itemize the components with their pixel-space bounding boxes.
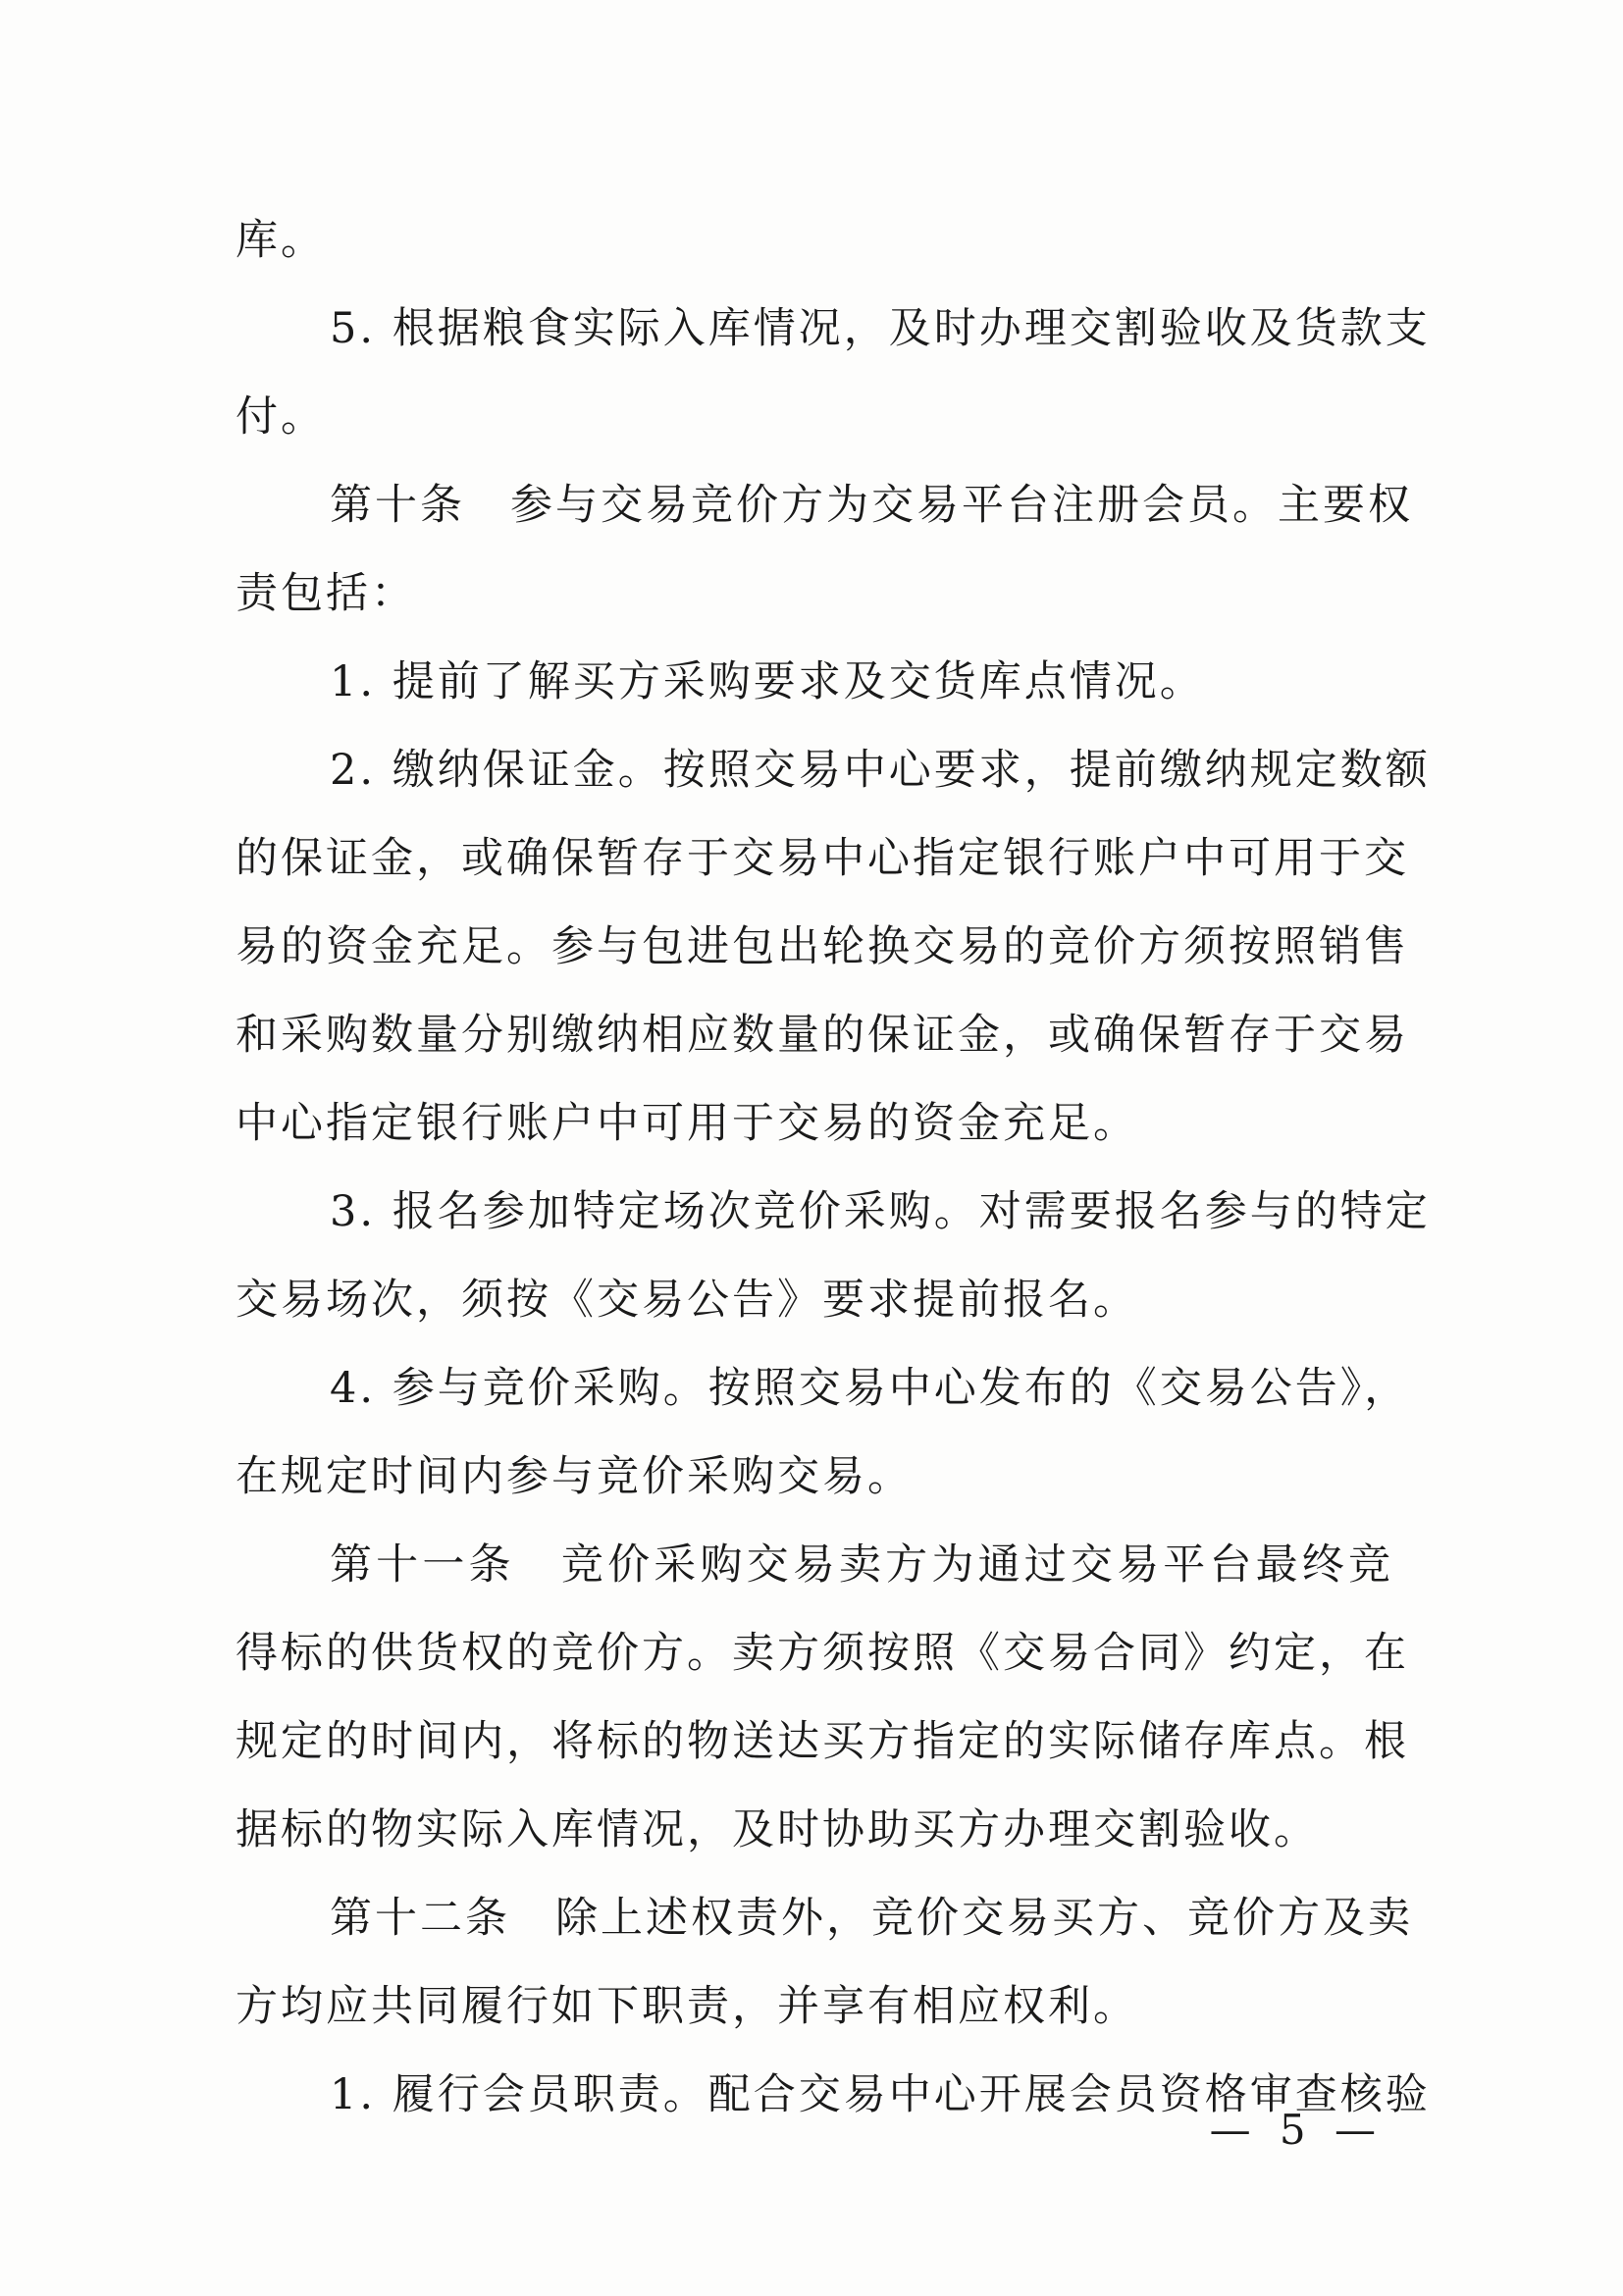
text-line: 易的资金充足。参与包进包出轮换交易的竞价方须按照销售 [236, 922, 1409, 971]
text-line: 3. 报名参加特定场次竞价采购。对需要报名参与的特定 [330, 1187, 1431, 1236]
text-line: 和采购数量分别缴纳相应数量的保证金，或确保暂存于交易 [236, 1011, 1409, 1060]
text-line: 方均应共同履行如下职责，并享有相应权利。 [236, 1982, 1138, 2031]
text-line: 1. 履行会员职责。配合交易中心开展会员资格审查核验 [330, 2070, 1431, 2119]
text-line: 1. 提前了解买方采购要求及交货库点情况。 [330, 657, 1205, 706]
body-text [236, 196, 1431, 2139]
text-line: 的保证金，或确保暂存于交易中心指定银行账户中可用于交 [236, 834, 1409, 883]
text-line: 付。 [236, 392, 326, 442]
text-line: 在规定时间内参与竞价采购交易。 [236, 1452, 913, 1501]
text-line: 得标的供货权的竞价方。卖方须按照《交易合同》约定，在 [236, 1629, 1409, 1678]
text-line: 据标的物实际入库情况，及时协助买方办理交割验收。 [236, 1805, 1319, 1854]
page-number: — 5 — [1209, 2106, 1384, 2154]
article-heading-line: 第十二条 除上述权责外，竞价交易买方、竞价方及卖 [330, 1894, 1413, 1943]
article-heading-line: 第十一条 竞价采购交易卖方为通过交易平台最终竞 [330, 1540, 1393, 1590]
text-line: 规定的时间内，将标的物送达买方指定的实际储存库点。根 [236, 1717, 1409, 1766]
text-line: 4. 参与竞价采购。按照交易中心发布的《交易公告》， [330, 1364, 1410, 1413]
text-line: 交易场次，须按《交易公告》要求提前报名。 [236, 1276, 1138, 1325]
text-line: 2. 缴纳保证金。按照交易中心要求，提前缴纳规定数额 [330, 746, 1431, 795]
article-heading-line: 第十条 参与交易竞价方为交易平台注册会员。主要权 [330, 481, 1413, 530]
text-line: 责包括： [236, 569, 416, 618]
text-line: 中心指定银行账户中可用于交易的资金充足。 [236, 1099, 1138, 1148]
text-line: 5. 根据粮食实际入库情况，及时办理交割验收及货款支 [330, 304, 1431, 353]
text-line: 库。 [236, 216, 326, 265]
